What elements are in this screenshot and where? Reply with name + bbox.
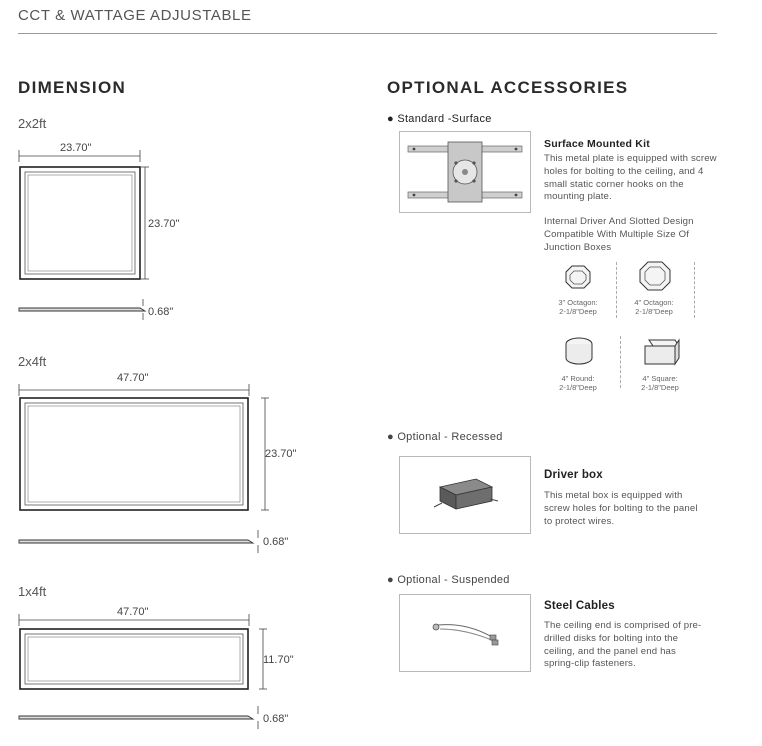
panel-2x4-drawing xyxy=(14,378,274,558)
junction-box-divider xyxy=(694,262,695,318)
panel-1x4-size-label: 1x4ft xyxy=(18,584,47,599)
page-header-title: CCT & WATTAGE ADJUSTABLE xyxy=(18,7,252,24)
octagon-4in-icon xyxy=(637,258,673,296)
panel-2x2-size-label: 2x2ft xyxy=(18,116,47,131)
steel-cables-description: The ceiling end is comprised of pre-drilled disks for bolting into the ceiling, and the panel end has spring-clip fasteners. xyxy=(544,620,702,670)
surface-option-label: ● Standard -Surface xyxy=(387,113,492,125)
square-4in-icon xyxy=(641,334,681,370)
junction-box-divider xyxy=(620,336,621,388)
box-4in-sq-line2: 2-1/8"Deep xyxy=(641,382,679,392)
panel-2x4-height-label: 23.70" xyxy=(265,448,297,460)
suspended-option-label: ● Optional - Suspended xyxy=(387,574,510,586)
junction-box-4in-octagon-caption xyxy=(622,299,686,316)
panel-2x2-height-label: 23.70" xyxy=(148,218,180,230)
junction-box-3in-octagon-caption xyxy=(546,299,610,316)
box-4in-sq-line1: 4" Square: xyxy=(642,374,678,383)
panel-2x2-width-label: 23.70" xyxy=(60,142,92,154)
box-4in-oct-line1: 4" Octagon: xyxy=(634,298,674,307)
panel-1x4-height-label: 11.70" xyxy=(263,654,294,666)
driver-box-image xyxy=(399,456,531,534)
surface-kit-image xyxy=(399,131,531,213)
header-divider xyxy=(18,33,717,34)
panel-1x4-width-label: 47.70" xyxy=(117,606,149,618)
panel-2x4-depth-label: 0.68" xyxy=(263,536,289,548)
panel-2x2-drawing xyxy=(14,140,194,330)
panel-2x4-width-label: 47.70" xyxy=(117,372,149,384)
octagon-3in-icon xyxy=(563,262,593,296)
driver-box-description: This metal box is equipped with screw holes for bolting to the panel to protect wires. xyxy=(544,490,698,527)
suspended-option-text: Optional - Suspended xyxy=(397,574,510,586)
round-4in-icon xyxy=(561,334,597,370)
dimension-title: DIMENSION xyxy=(18,78,127,97)
junction-box-divider xyxy=(616,262,617,318)
mounting-plate-icon xyxy=(400,132,530,212)
box-4in-round-line2: 2-1/8"Deep xyxy=(559,382,597,392)
panel-1x4-drawing xyxy=(14,606,274,736)
driver-box-icon xyxy=(400,457,530,533)
driver-box-title: Driver box xyxy=(544,469,603,481)
recessed-option-text: Optional - Recessed xyxy=(397,431,503,443)
surface-kit-title: Surface Mounted Kit xyxy=(544,138,650,150)
box-3in-line2: 2-1/8"Deep xyxy=(559,306,597,316)
recessed-option-label: ● Optional - Recessed xyxy=(387,431,503,443)
surface-kit-description: This metal plate is equipped with screw holes for bolting to the ceiling, and 4 small static corner hooks on the mounting plate. xyxy=(544,153,717,203)
panel-2x2-depth-label: 0.68" xyxy=(148,306,174,318)
accessories-title: OPTIONAL ACCESSORIES xyxy=(387,78,629,97)
surface-option-text: Standard -Surface xyxy=(397,113,492,125)
box-4in-oct-line2: 2-1/8"Deep xyxy=(635,306,673,316)
junction-box-4in-square-caption xyxy=(628,375,692,392)
box-4in-round-line1: 4" Round: xyxy=(561,374,595,383)
panel-1x4-depth-label: 0.68" xyxy=(263,713,289,725)
steel-cables-image xyxy=(399,594,531,672)
panel-2x4-size-label: 2x4ft xyxy=(18,354,47,369)
box-3in-line1: 3" Octagon: xyxy=(558,298,598,307)
surface-driver-description: Internal Driver And Slotted Design Compatible With Multiple Size Of Junction Boxes xyxy=(544,216,694,253)
steel-cables-title: Steel Cables xyxy=(544,600,615,612)
steel-cable-icon xyxy=(400,595,530,671)
junction-box-4in-round-caption xyxy=(546,375,610,392)
